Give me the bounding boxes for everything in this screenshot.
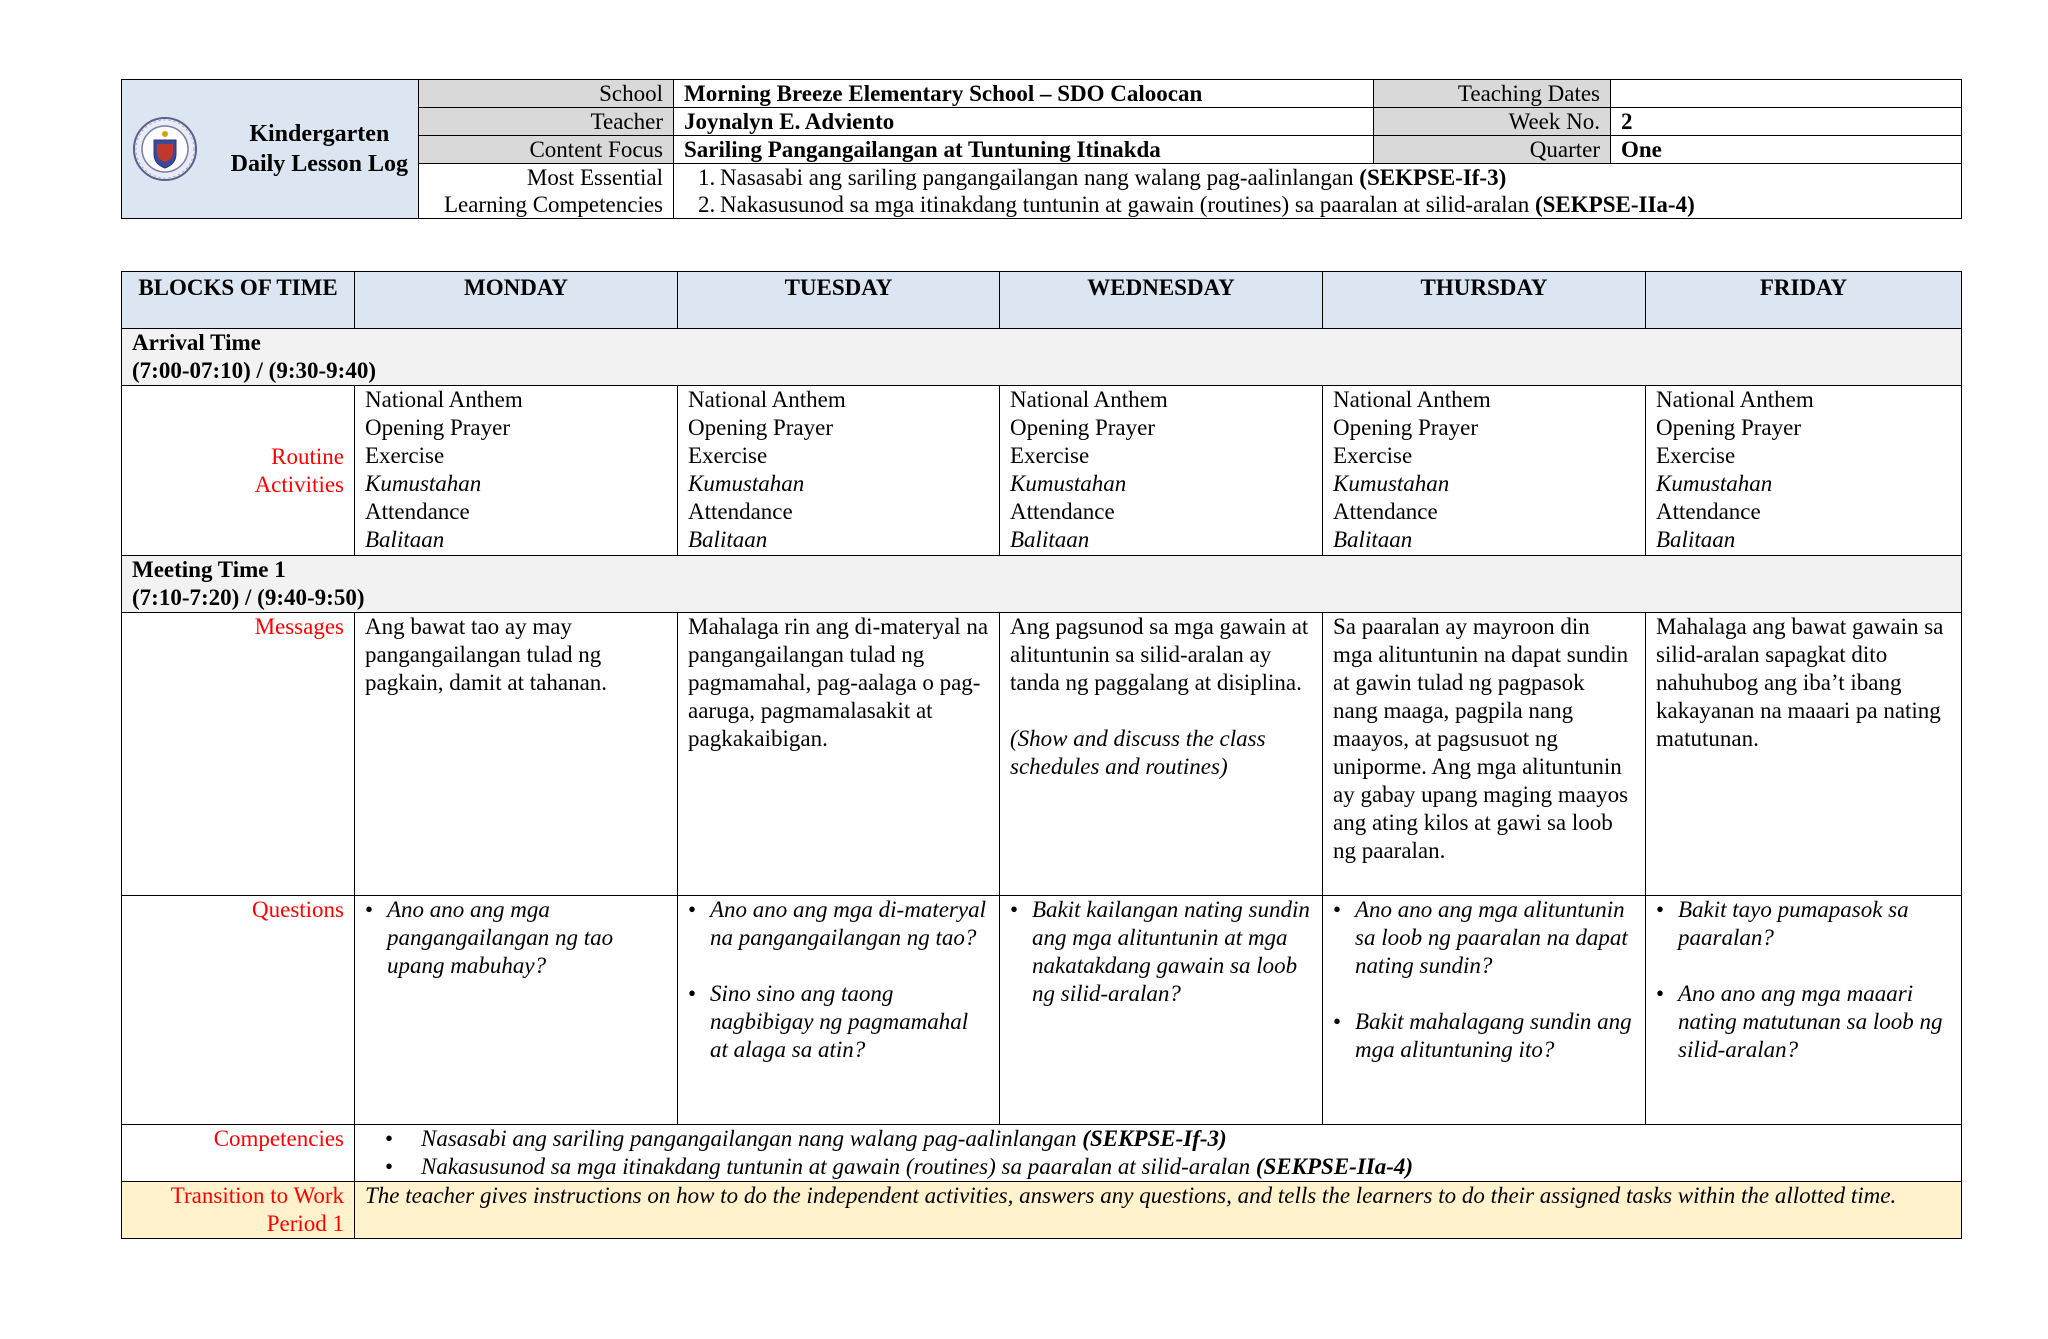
routine-item: Balitaan: [1333, 527, 1413, 552]
col-header-blocks: BLOCKS OF TIME: [122, 272, 355, 329]
mel-label-line1: Most Essential: [526, 165, 663, 190]
day-header-row: [122, 272, 1962, 329]
question-item: • Ano ano ang mga di-materyal na pangangailangan ng tao?: [688, 896, 989, 952]
question-item: • Ano ano ang mga alituntunin sa loob ng paaralan na dapat nating sundin?: [1333, 896, 1635, 980]
mel-competencies: [674, 164, 1962, 219]
routine-thursday: [1323, 386, 1646, 556]
questions-tuesday: [678, 896, 1000, 1125]
questions-thursday: [1323, 896, 1646, 1125]
meeting-time-cell: [122, 556, 1962, 613]
content-focus-label: Content Focus: [419, 136, 674, 164]
message-thursday: Sa paaralan ay mayroon din mga alituntunin na dapat sundin at gawin tulad ng pagpasok nang maaga, pagpila nang maayos, at pagsusuot ng uniporme. Ang mga alituntunin ay gabay upang maging maayos ang ating kilos at gawi sa loob ng paaralan.: [1323, 613, 1646, 896]
routine-item: Opening Prayer: [1656, 415, 1801, 440]
question-item: • Ano ano ang mga pangangailangan ng tao upang mabuhay?: [365, 896, 667, 980]
routine-item: Exercise: [1010, 443, 1090, 468]
quarter-label: Quarter: [1374, 136, 1611, 164]
routine-item: Balitaan: [688, 527, 768, 552]
routine-item: National Anthem: [688, 387, 846, 412]
meeting-title: Meeting Time 1: [132, 557, 286, 582]
transition-row: [122, 1182, 1962, 1239]
arrival-time-row: [122, 329, 1962, 386]
teacher-value: Joynalyn E. Adviento: [674, 108, 1374, 136]
transition-text: The teacher gives instructions on how to do the independent activities, answers any questions, and tells the learners to do their assigned tasks within the allotted time.: [355, 1182, 1962, 1239]
questions-label: Questions: [122, 896, 355, 1125]
routine-wednesday: [1000, 386, 1323, 556]
routine-item: Kumustahan: [365, 471, 482, 496]
routine-tuesday: [678, 386, 1000, 556]
routine-item: Kumustahan: [1333, 471, 1450, 496]
routine-label: Routine Activities: [122, 386, 355, 556]
arrival-title: Arrival Time: [132, 330, 261, 355]
weekly-schedule-table: [121, 271, 1962, 1239]
routine-item: Exercise: [1333, 443, 1413, 468]
school-value: Morning Breeze Elementary School – SDO Caloocan: [674, 80, 1374, 108]
mel-label-line2: Learning Competencies: [443, 192, 663, 217]
question-item: • Bakit mahalagang sundin ang mga alituntuning ito?: [1333, 1008, 1635, 1064]
competency-item: • Nasasabi ang sariling pangangailangan nang walang pag-aalinlangan (SEKPSE-If-3): [385, 1125, 1951, 1153]
questions-friday: [1646, 896, 1962, 1125]
col-header-friday: FRIDAY: [1646, 272, 1962, 329]
logo-title-cell: [122, 80, 419, 219]
routine-item: Attendance: [1010, 499, 1115, 524]
routine-item: Exercise: [1656, 443, 1736, 468]
question-item: • Ano ano ang mga maaari nating matutunan sa loob ng silid-aralan?: [1656, 980, 1951, 1064]
lesson-log-header-table: [121, 79, 1962, 219]
school-label: School: [419, 80, 674, 108]
routine-item: Opening Prayer: [1333, 415, 1478, 440]
week-value: 2: [1611, 108, 1962, 136]
questions-wednesday: [1000, 896, 1323, 1125]
message-friday: Mahalaga ang bawat gawain sa silid-aralan sapagkat dito nahuhubog ang iba’t ibang kakayanan na maaari pa nating matutunan.: [1646, 613, 1962, 896]
meeting-time: (7:10-7:20) / (9:40-9:50): [132, 585, 365, 610]
routine-item: Opening Prayer: [1010, 415, 1155, 440]
routine-item: Attendance: [1656, 499, 1761, 524]
routine-item: Kumustahan: [1656, 471, 1773, 496]
routine-item: Opening Prayer: [365, 415, 510, 440]
log-title-line1: Kindergarten: [249, 121, 390, 147]
routine-item: National Anthem: [1010, 387, 1168, 412]
content-focus-value: Sariling Pangangailangan at Tuntuning Itinakda: [674, 136, 1374, 164]
competency-item: • Nakasusunod sa mga itinakdang tuntunin at gawain (routines) sa paaralan at silid-aralan (SEKPSE-IIa-4): [385, 1153, 1951, 1181]
competencies-label: Competencies: [122, 1125, 355, 1182]
teacher-label: Teacher: [419, 108, 674, 136]
routine-friday: [1646, 386, 1962, 556]
week-label: Week No.: [1374, 108, 1611, 136]
routine-item: National Anthem: [365, 387, 523, 412]
question-item: • Bakit tayo pumapasok sa paaralan?: [1656, 896, 1951, 952]
routine-item: Opening Prayer: [688, 415, 833, 440]
log-title: [231, 119, 408, 179]
col-header-wednesday: WEDNESDAY: [1000, 272, 1323, 329]
routine-item: National Anthem: [1656, 387, 1814, 412]
message-tuesday: Mahalaga rin ang di-materyal na pangangailangan tulad ng pagmamahal, pag-aalaga o pag-aaruga, pagmamalasakit at pagkakaibigan.: [678, 613, 1000, 896]
quarter-value: One: [1611, 136, 1962, 164]
teaching-dates-value: [1611, 80, 1962, 108]
routine-item: Balitaan: [365, 527, 445, 552]
meeting-time-row: [122, 556, 1962, 613]
routine-row: [122, 386, 1962, 556]
arrival-time-cell: [122, 329, 1962, 386]
mel-competency-item: 2. Nakasusunod sa mga itinakdang tuntunin at gawain (routines) sa paaralan at silid-aralan (SEKPSE-IIa-4): [698, 192, 1695, 217]
mel-label: [419, 164, 674, 219]
routine-item: Balitaan: [1656, 527, 1736, 552]
routine-item: Kumustahan: [1010, 471, 1127, 496]
routine-item: Kumustahan: [688, 471, 805, 496]
routine-item: National Anthem: [1333, 387, 1491, 412]
col-header-tuesday: TUESDAY: [678, 272, 1000, 329]
message-wednesday: Ang pagsunod sa mga gawain at alituntunin sa silid-aralan ay tanda ng paggalang at disiplina. (Show and discuss the class schedules and routines): [1000, 613, 1323, 896]
routine-item: Attendance: [365, 499, 470, 524]
routine-item: Exercise: [688, 443, 768, 468]
col-header-thursday: THURSDAY: [1323, 272, 1646, 329]
question-item: • Sino sino ang taong nagbibigay ng pagmamahal at alaga sa atin?: [688, 980, 989, 1064]
routine-item: Exercise: [365, 443, 445, 468]
routine-item: Balitaan: [1010, 527, 1090, 552]
col-header-monday: MONDAY: [355, 272, 678, 329]
routine-item: Attendance: [688, 499, 793, 524]
competencies-row: [122, 1125, 1962, 1182]
questions-row: [122, 896, 1962, 1125]
transition-label: Transition to Work Period 1: [122, 1182, 355, 1239]
wednesday-note: (Show and discuss the class schedules and routines): [1010, 726, 1266, 779]
question-item: • Bakit kailangan nating sundin ang mga alituntunin at mga nakatakdang gawain sa loob ng silid-aralan?: [1010, 896, 1312, 1008]
messages-row: [122, 613, 1962, 896]
messages-label: Messages: [122, 613, 355, 896]
competencies-cell: [355, 1125, 1962, 1182]
teaching-dates-label: Teaching Dates: [1374, 80, 1611, 108]
routine-monday: [355, 386, 678, 556]
mel-competency-item: 1. Nasasabi ang sariling pangangailangan nang walang pag-aalinlangan (SEKPSE-If-3): [698, 165, 1507, 190]
log-title-line2: Daily Lesson Log: [230, 151, 408, 177]
arrival-time: (7:00-07:10) / (9:30-9:40): [132, 358, 376, 383]
message-monday: Ang bawat tao ay may pangangailangan tulad ng pagkain, damit at tahanan.: [355, 613, 678, 896]
deped-seal-icon: [130, 114, 200, 184]
routine-item: Attendance: [1333, 499, 1438, 524]
questions-monday: [355, 896, 678, 1125]
